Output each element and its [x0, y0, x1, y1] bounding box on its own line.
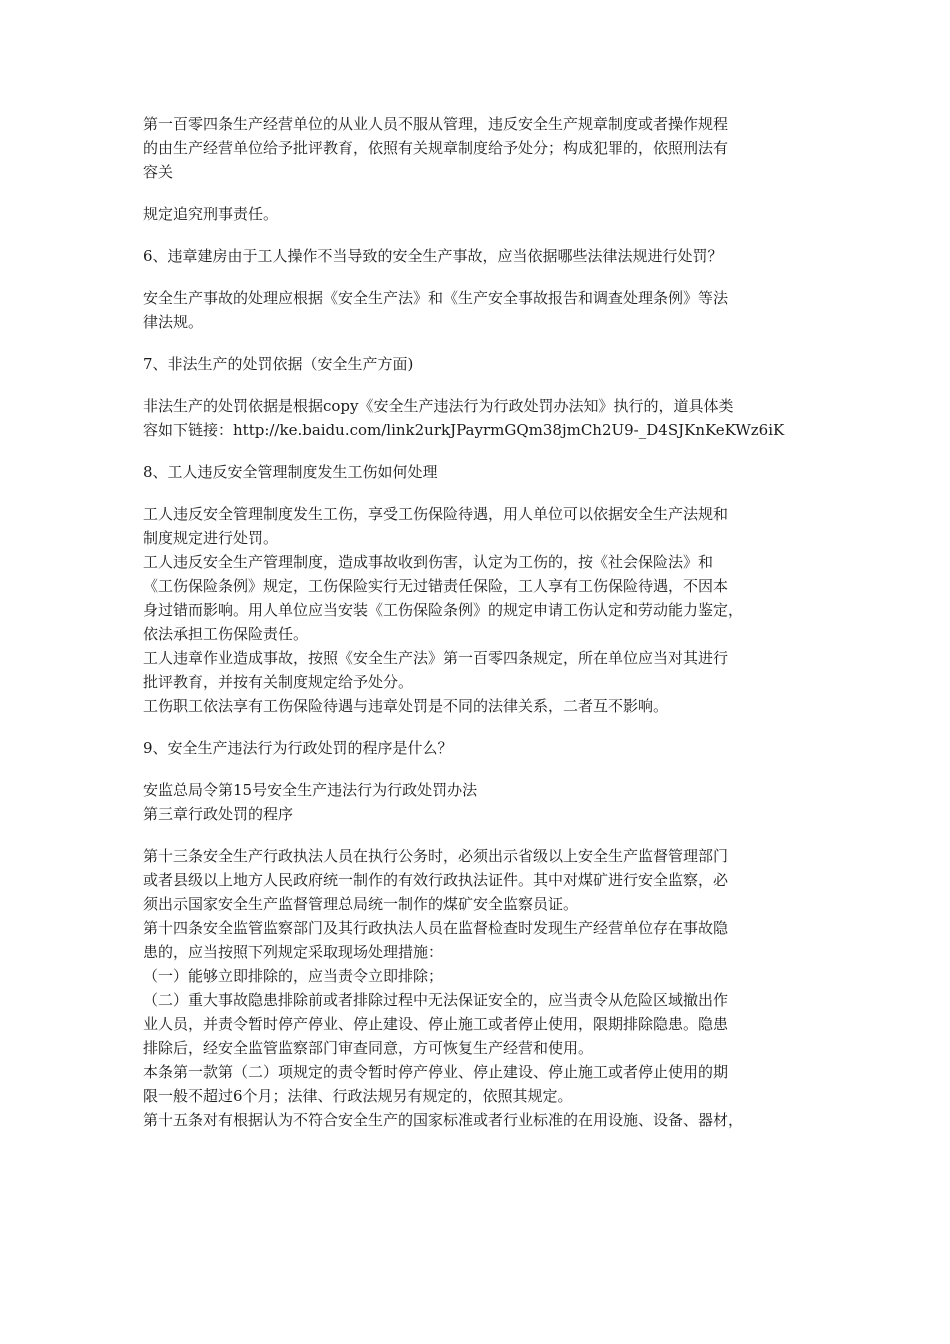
- text-line: 非法生产的处罚依据是根据copy《安全生产违法行为行政处罚办法知》执行的，道具体类: [143, 397, 734, 415]
- text-line: 须出示国家安全生产监督管理总局统一制作的煤矿安全监察员证。: [143, 895, 579, 913]
- question-6-heading: [143, 244, 811, 268]
- text-line: 第三章行政处罚的程序: [143, 805, 294, 823]
- text-line: 第十三条安全生产行政执法人员在执行公务时，必须出示省级以上安全生产监督管理部门: [143, 847, 729, 865]
- text-line: 的由生产经营单位给予批评教育，依照有关规章制度给予处分；构成犯罪的，依照刑法有: [143, 139, 729, 157]
- text-line: 或者县级以上地方人民政府统一制作的有效行政执法证件。其中对煤矿进行安全监察，必: [143, 871, 729, 889]
- question-8-heading: [143, 460, 811, 484]
- text-line: 工人违反安全生产管理制度，造成事故收到伤害，认定为工伤的，按《社会保险法》和: [143, 553, 714, 571]
- text-line: 第十四条安全监管监察部门及其行政执法人员在监督检查时发现生产经营单位存在事故隐: [143, 919, 729, 937]
- text-line: 8、工人违反安全管理制度发生工伤如何处理: [143, 463, 438, 481]
- text-line: 患的，应当按照下列规定采取现场处理措施：: [143, 943, 444, 961]
- text-line: 7、非法生产的处罚依据（安全生产方面): [143, 355, 414, 373]
- answer-7: [143, 394, 811, 442]
- text-line: 批评教育，并按有关制度规定给予处分。: [143, 673, 414, 691]
- text-line: 限一般不超过6个月；法律、行政法规另有规定的，依照其规定。: [143, 1087, 573, 1105]
- text-line: 身过错而影响。用人单位应当安装《工伤保险条例》的规定申请工伤认定和劳动能力鉴定，: [143, 601, 744, 619]
- text-line: 依法承担工伤保险责任。: [143, 625, 309, 643]
- text-line: （一）能够立即排除的，应当责令立即排除；: [143, 967, 444, 985]
- answer-9-source: [143, 778, 811, 826]
- text-line: 第一百零四条生产经营单位的从业人员不服从管理，违反安全生产规章制度或者操作规程: [143, 115, 729, 133]
- text-line: 工人违章作业造成事故，按照《安全生产法》第一百零四条规定，所在单位应当对其进行: [143, 649, 729, 667]
- answer-8: [143, 502, 811, 718]
- text-line: 本条第一款第（二）项规定的责令暂时停产停业、停止建设、停止施工或者停止使用的期: [143, 1063, 729, 1081]
- text-line: 9、安全生产违法行为行政处罚的程序是什么？: [143, 739, 453, 757]
- paragraph-article-104: [143, 112, 811, 184]
- paragraph-criminal-liability: [143, 202, 811, 226]
- document-page: [143, 112, 811, 1132]
- answer-9-articles: [143, 844, 811, 1132]
- text-line: 容如下链接：http://ke.baidu.com/link2urkJPayrmGQm38jmCh2U9-_D4SJKnKeKWz6iK: [143, 421, 785, 439]
- text-line: 排除后，经安全监管监察部门审查同意，方可恢复生产经营和使用。: [143, 1039, 594, 1057]
- text-line: 6、违章建房由于工人操作不当导致的安全生产事故，应当依据哪些法律法规进行处罚？: [143, 247, 723, 265]
- text-line: 业人员，并责令暂时停产停业、停止建设、停止施工或者停止使用，限期排除隐患。隐患: [143, 1015, 729, 1033]
- text-line: （二）重大事故隐患排除前或者排除过程中无法保证安全的，应当责令从危险区域撤出作: [143, 991, 729, 1009]
- question-9-heading: [143, 736, 811, 760]
- text-line: 《工伤保险条例》规定，工伤保险实行无过错责任保险，工人享有工伤保险待遇，不因本: [143, 577, 729, 595]
- text-line: 制度规定进行处罚。: [143, 529, 279, 547]
- text-line: 律法规。: [143, 313, 204, 331]
- question-7-heading: [143, 352, 811, 376]
- text-line: 第十五条对有根据认为不符合安全生产的国家标准或者行业标准的在用设施、设备、器材，: [143, 1111, 744, 1129]
- text-line: 容关: [143, 163, 174, 181]
- text-line: 规定追究刑事责任。: [143, 205, 279, 223]
- text-line: 工伤职工依法享有工伤保险待遇与违章处罚是不同的法律关系，二者互不影响。: [143, 697, 669, 715]
- text-line: 工人违反安全管理制度发生工伤，享受工伤保险待遇，用人单位可以依据安全生产法规和: [143, 505, 729, 523]
- text-line: 安监总局令第15号安全生产违法行为行政处罚办法: [143, 781, 478, 799]
- text-line: 安全生产事故的处理应根据《安全生产法》和《生产安全事故报告和调查处理条例》等法: [143, 289, 729, 307]
- answer-6: [143, 286, 811, 334]
